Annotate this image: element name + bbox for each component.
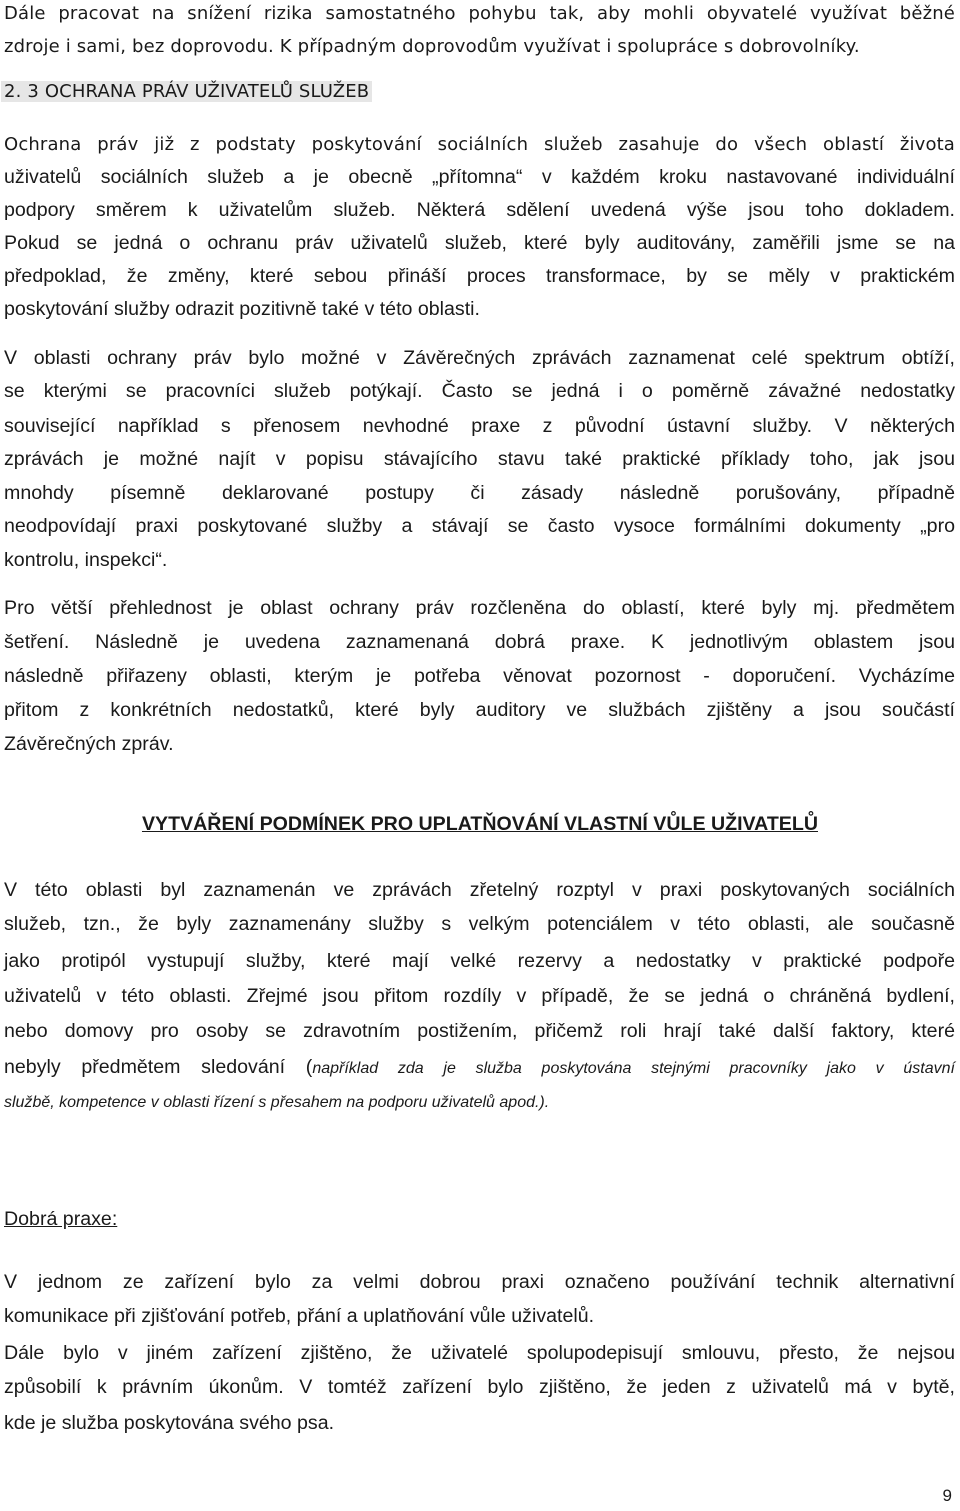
page-number: 9 bbox=[942, 1486, 952, 1505]
paragraph-line: Ochrana práv již z podstaty poskytování sociálních služeb zasahuje do všech oblastí života bbox=[4, 134, 955, 155]
good-practice-label: Dobrá praxe: bbox=[4, 1208, 118, 1230]
paragraph-line: Dále bylo v jiném zařízení zjištěno, že uživatelé spolupodepisují smlouvu, přesto, že nejsou bbox=[4, 1342, 955, 1364]
paragraph-line: nebyly předmětem sledování (například zda je služba poskytována stejnými pracovníky jako v ústavní bbox=[4, 1056, 955, 1078]
paragraph-line: nebo domovy pro osoby se zdravotním postižením, přičemž roli hrají také další faktory, které bbox=[4, 1020, 955, 1042]
paragraph-line: související například s přenosem nevhodné praxe z původní ústavní služby. V některých bbox=[4, 415, 955, 437]
paragraph-line: služeb, tzn., že byly zaznamenány služby s velkým potenciálem v této oblasti, ale současně bbox=[4, 913, 955, 935]
paragraph-line: neodpovídají praxi poskytované služby a stávají se často vysoce formálními dokumenty „pro bbox=[4, 515, 955, 537]
paragraph-line: komunikace při zjišťování potřeb, přání a uplatňování vůle uživatelů. bbox=[4, 1305, 595, 1327]
paragraph-line: mnohdy písemně deklarované postupy či zásady následně porušovány, případně bbox=[4, 482, 955, 504]
paragraph-line: Dále pracovat na snížení rizika samostatného pohybu tak, aby mohli obyvatelé využívat běžné bbox=[4, 3, 955, 24]
paragraph-line: následně přiřazeny oblasti, kterým je potřeba věnovat pozornost - doporučení. Vycházíme bbox=[4, 665, 955, 687]
paragraph-line: Závěrečných zpráv. bbox=[4, 733, 174, 755]
paragraph-line: podpory směrem k uživatelům služeb. Některá sdělení uvedená výše jsou toho dokladem. bbox=[4, 199, 955, 221]
paragraph-line: V této oblasti byl zaznamenán ve zprávách zřetelný rozptyl v praxi poskytovaných sociálních bbox=[4, 879, 955, 901]
paragraph-line: zdroje i sami, bez doprovodu. K případným doprovodům využívat i spolupráce s dobrovolníky. bbox=[4, 36, 860, 57]
paragraph-line: šetření. Následně je uvedena zaznamenaná dobrá praxe. K jednotlivým oblastem jsou bbox=[4, 631, 955, 653]
paragraph-line: V oblasti ochrany práv bylo možné v Závěrečných zprávách zaznamenat celé spektrum obtíží, bbox=[4, 347, 955, 369]
section-heading: 2. 3 OCHRANA PRÁV UŽIVATELŮ SLUŽEB bbox=[4, 75, 372, 108]
paragraph-line: Pokud se jedná o ochranu práv uživatelů služeb, které byly auditovány, zaměřili jsme se na bbox=[4, 232, 955, 254]
paragraph-line: předpoklad, že změny, které sebou přináší proces transformace, by se měly v praktickém bbox=[4, 265, 955, 287]
subheading: VYTVÁŘENÍ PODMÍNEK PRO UPLATŇOVÁNÍ VLASTNÍ VŮLE UŽIVATELŮ bbox=[141, 813, 818, 835]
paragraph-line: přitom z konkrétních nedostatků, které byly auditory ve službách zjištěny a jsou součástí bbox=[4, 699, 955, 721]
paragraph-line: uživatelů sociálních služeb a je obecně „přítomna“ v každém kroku nastavované individuální bbox=[4, 166, 955, 188]
paragraph-line: poskytování služby odrazit pozitivně také v této oblasti. bbox=[4, 298, 480, 320]
paragraph-line: kde je služba poskytována svého psa. bbox=[4, 1412, 335, 1434]
paragraph-line: kontrolu, inspekci“. bbox=[4, 549, 168, 571]
paragraph-line: Pro větší přehlednost je oblast ochrany práv rozčleněna do oblastí, které byly mj. předmětem bbox=[4, 597, 955, 619]
paragraph-line: službě, kompetence v oblasti řízení s přesahem na podporu uživatelů apod.). bbox=[4, 1094, 550, 1111]
paragraph-line: způsobilí k právním úkonům. V tomtéž zařízení bylo zjištěno, že jeden z uživatelů má v bytě, bbox=[4, 1376, 955, 1398]
paragraph-line: uživatelů v této oblasti. Zřejmé jsou přitom rozdíly v případě, že se jedná o chráněná bydlení, bbox=[4, 985, 955, 1007]
paragraph-line: jako protipól vystupují služby, které mají velké rezervy a nedostatky v praktické podpoře bbox=[4, 950, 955, 972]
paragraph-line: zprávách je možné najít v popisu stávajícího stavu také praktické příklady toho, jak jsou bbox=[4, 448, 955, 470]
paragraph-line: se kterými se pracovníci služeb potýkají. Často se jedná i o poměrně závažné nedostatky bbox=[4, 380, 955, 402]
paragraph-line: V jednom ze zařízení bylo za velmi dobrou praxi označeno používání technik alternativní bbox=[4, 1271, 955, 1293]
